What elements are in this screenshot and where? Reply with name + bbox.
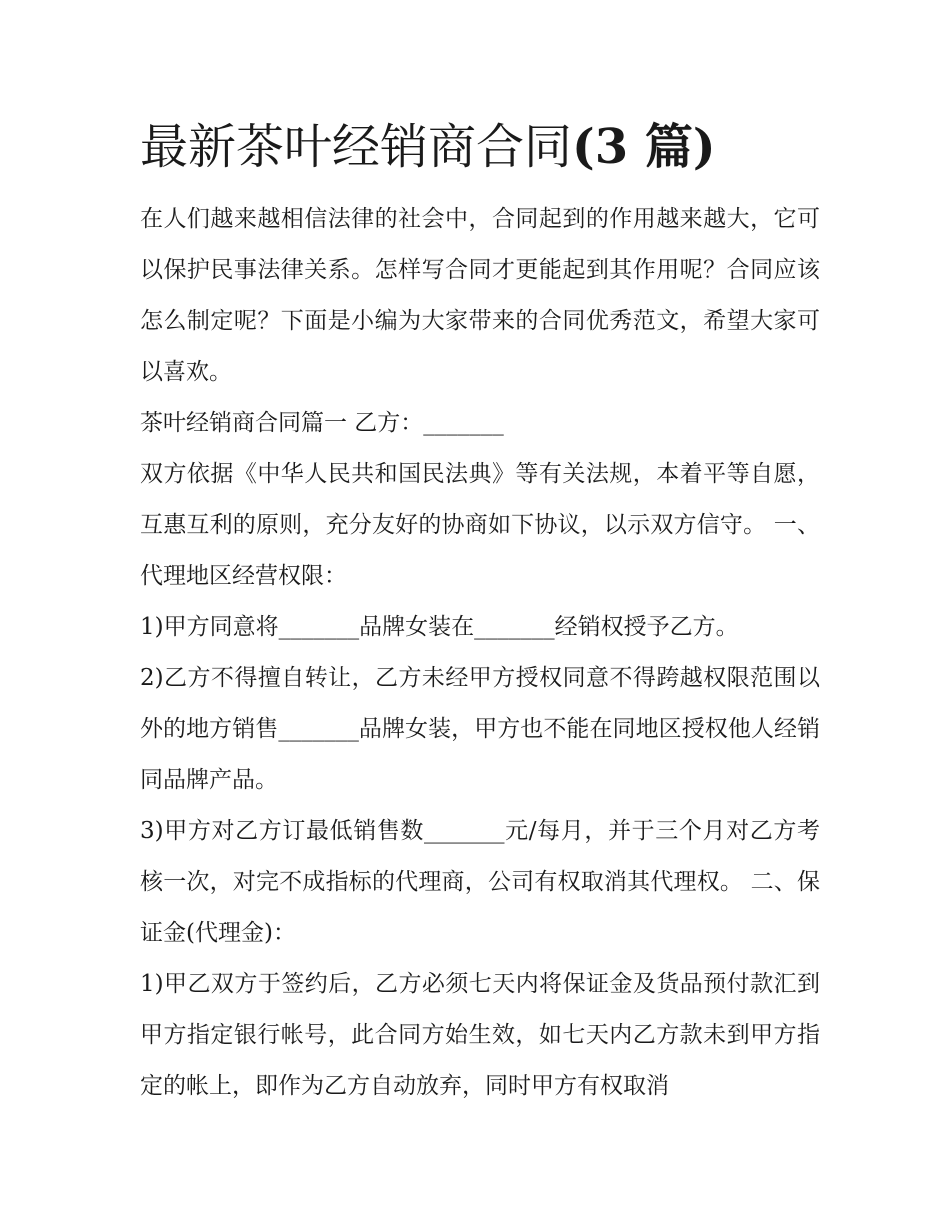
clause-2-1: 1)甲乙双方于签约后，乙方必须七天内将保证金及货品预付款汇到甲方指定银行帐号，此合同方始生效，如七天内乙方款未到甲方指定的帐上，即作为乙方自动放弃，同时甲方有权取消 (140, 971, 820, 1099)
intro-paragraph: 在人们越来越相信法律的社会中，合同起到的作用越来越大，它可以保护民事法律关系。怎样写合同才更能起到其作用呢？合同应该怎么制定呢？下面是小编为大家带来的合同优秀范文，希望大家可以喜欢。 (140, 206, 820, 385)
title-main: 最新茶叶经销商合同 (140, 119, 573, 175)
preamble-paragraph: 双方依据《中华人民共和国民法典》等有关法规，本着平等自愿，互惠互利的原则，充分友好的协商如下协议，以示双方信守。 一、代理地区经营权限： (140, 461, 820, 589)
clause-1-1: 1)甲方同意将_______品牌女装在_______经销权授予乙方。 (140, 614, 739, 640)
document-page (140, 112, 820, 1112)
document-title (140, 112, 820, 182)
title-suffix: (3 篇) (572, 119, 716, 175)
clause-1-2: 2)乙方不得擅自转让，乙方未经甲方授权同意不得跨越权限范围以外的地方销售_______品牌女装，甲方也不能在同地区授权他人经销同品牌产品。 (140, 665, 820, 793)
contract-heading: 茶叶经销商合同篇一 乙方：_______ (140, 410, 504, 436)
clause-1-3: 3)甲方对乙方订最低销售数_______元/每月，并于三个月对乙方考核一次，对完不成指标的代理商，公司有权取消其代理权。 二、保证金(代理金)： (140, 818, 820, 946)
